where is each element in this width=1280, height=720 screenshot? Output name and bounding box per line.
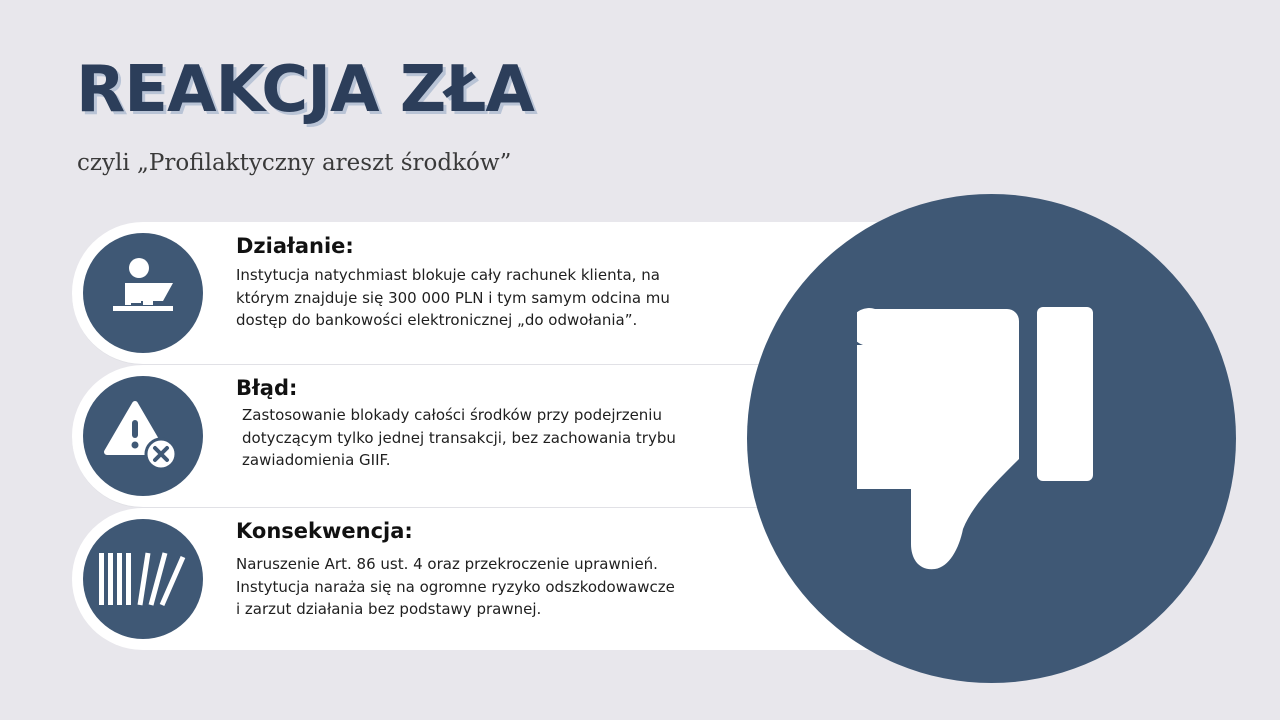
action-badge: [83, 233, 203, 353]
error-heading: Błąd:: [236, 376, 298, 400]
action-text: Instytucja natychmiast blokuje cały rachunek klienta, na którym znajduje się 300 000 PLN i tym samym odcina mu dostęp do bankowości elektronicznej „do odwołania”.: [236, 266, 670, 329]
page-subtitle: czyli „Profilaktyczny areszt środków”: [77, 150, 512, 176]
consequence-text: Naruszenie Art. 86 ust. 4 oraz przekroczenie uprawnień. Instytucja naraża się na ogromne ryzyko odszkodowawcze i zarzut działania bez podstawy prawnej.: [236, 555, 675, 618]
error-badge: [83, 376, 203, 496]
error-text: Zastosowanie blokady całości środków przy podejrzeniu dotyczącym tylko jednej transakcji, bez zachowania trybu zawiadomienia GIIF.: [242, 406, 676, 469]
consequence-heading: Konsekwencja:: [236, 519, 413, 543]
thumbs-down-icon: [857, 299, 1127, 579]
person-at-laptop-icon: [103, 253, 183, 333]
hero-circle: [747, 194, 1236, 683]
law-books-icon: [93, 539, 193, 619]
warning-error-icon: [101, 394, 185, 478]
action-heading: Działanie:: [236, 234, 354, 258]
page-title: REAKCJA ZŁA: [76, 53, 534, 127]
consequence-badge: [83, 519, 203, 639]
